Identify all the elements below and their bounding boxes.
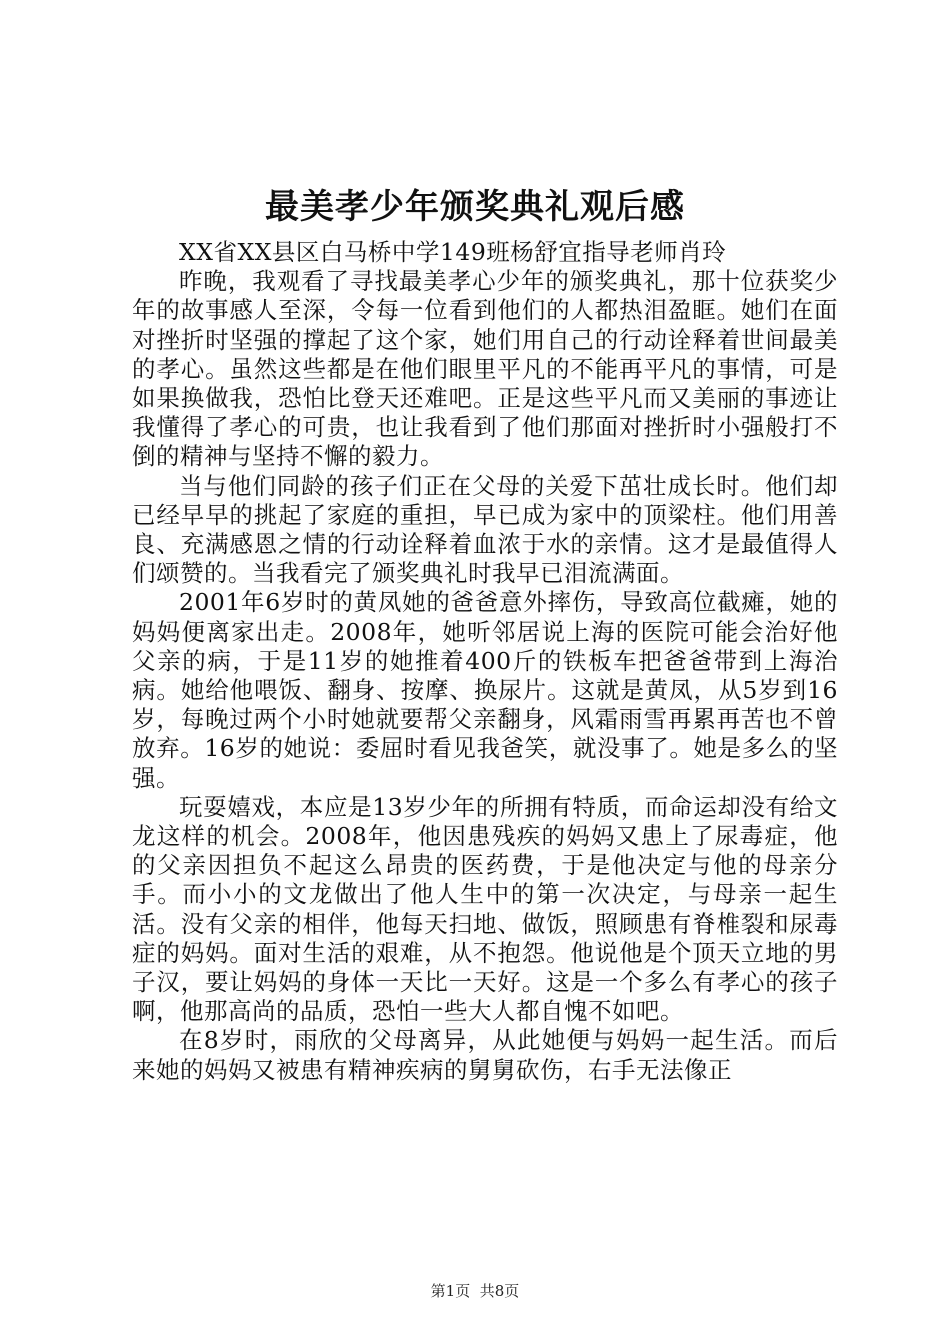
paragraph-2: 当与他们同龄的孩子们正在父母的关爱下茁壮成长时。他们却已经早早的挑起了家庭的重担，早已成为家中的顶梁柱。他们用善良、充满感恩之情的行动诠释着血浓于水的亲情。这才是最值得人们颂赞的。当我看完了颁奖典礼时我早已泪流满面。 bbox=[132, 471, 838, 588]
document-body bbox=[132, 238, 838, 1085]
paragraph-4: 玩耍嬉戏，本应是13岁少年的所拥有特质，而命运却没有给文龙这样的机会。2008年，他因患残疾的妈妈又患上了尿毒症，他的父亲因担负不起这么昂贵的医药费，于是他决定与他的母亲分手。而小小的文龙做出了他人生中的第一次决定，与母亲一起生活。没有父亲的相伴，他每天扫地、做饭，照顾患有脊椎裂和尿毒症的妈妈。面对生活的艰难，从不抱怨。他说他是个顶天立地的男子汉，要让妈妈的身体一天比一天好。这是一个多么有孝心的孩子啊，他那高尚的品质，恐怕一些大人都自愧不如吧。 bbox=[132, 792, 838, 1026]
page-number: 第1页 bbox=[430, 1282, 471, 1300]
paragraph-3: 2001年6岁时的黄凤她的爸爸意外摔伤，导致高位截瘫，她的妈妈便离家出走。2008年，她听邻居说上海的医院可能会治好他父亲的病，于是11岁的她推着400斤的铁板车把爸爸带到上海治病。她给他喂饭、翻身、按摩、换尿片。这就是黄凤，从5岁到16岁，每晚过两个小时她就要帮父亲翻身，风霜雨雪再累再苦也不曾放弃。16岁的她说：委屈时看见我爸笑，就没事了。她是多么的坚强。 bbox=[132, 588, 838, 792]
page-total: 共8页 bbox=[479, 1282, 520, 1300]
page-footer bbox=[0, 1281, 950, 1301]
document-title: 最美孝少年颁奖典礼观后感 bbox=[265, 187, 685, 227]
paragraph-1: 昨晚，我观看了寻找最美孝心少年的颁奖典礼，那十位获奖少年的故事感人至深，令每一位看到他们的人都热泪盈眶。她们在面对挫折时坚强的撑起了这个家，她们用自己的行动诠释着世间最美的孝心。虽然这些都是在他们眼里平凡的不能再平凡的事情，可是如果换做我，恐怕比登天还难吧。正是这些平凡而又美丽的事迹让我懂得了孝心的可贵，也让我看到了他们那面对挫折时小强般打不倒的精神与坚持不懈的毅力。 bbox=[132, 267, 838, 471]
author-byline: XX省XX县区白马桥中学149班杨舒宜指导老师肖玲 bbox=[179, 238, 727, 266]
paragraph-5: 在8岁时，雨欣的父母离异，从此她便与妈妈一起生活。而后来她的妈妈又被患有精神疾病的舅舅砍伤，右手无法像正 bbox=[132, 1026, 838, 1084]
